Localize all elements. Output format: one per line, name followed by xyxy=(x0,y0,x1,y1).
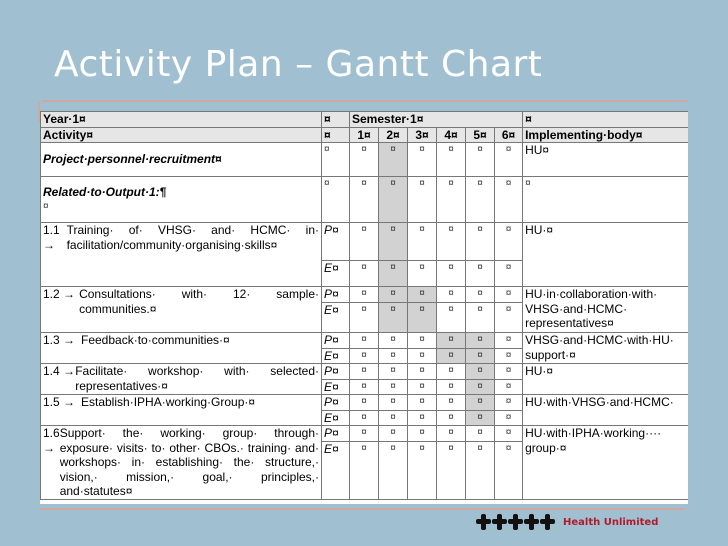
month-cell: ¤ xyxy=(495,177,523,223)
month-cell: ¤ xyxy=(379,441,408,499)
month-cell: ¤ xyxy=(350,223,379,261)
month-cell: ¤ xyxy=(408,177,437,223)
cross-icon xyxy=(476,514,491,530)
pe-cell: ¤ xyxy=(322,143,350,177)
month-header: 3¤ xyxy=(408,127,437,143)
month-header: 6¤ xyxy=(495,127,523,143)
semester-header: Semester·1¤ xyxy=(350,112,523,128)
month-cell: ¤ xyxy=(437,364,466,380)
activity-row-p xyxy=(41,223,689,261)
month-cell: ¤ xyxy=(495,333,523,349)
month-cell-shaded: ¤ xyxy=(437,333,466,349)
month-cell: ¤ xyxy=(437,426,466,442)
month-cell: ¤ xyxy=(350,410,379,426)
month-cell: ¤ xyxy=(350,303,379,333)
plan-execution-label: P¤ xyxy=(322,426,350,442)
month-cell-shaded: ¤ xyxy=(408,287,437,303)
month-cell: ¤ xyxy=(495,395,523,411)
month-cell: ¤ xyxy=(495,441,523,499)
plan-execution-label: P¤ xyxy=(322,333,350,349)
month-header: 2¤ xyxy=(379,127,408,143)
month-cell: ¤ xyxy=(408,395,437,411)
activity-row-p xyxy=(41,395,689,411)
month-cell: ¤ xyxy=(466,177,495,223)
health-unlimited-logo xyxy=(476,514,658,530)
month-cell: ¤ xyxy=(350,426,379,442)
year-header-end-mark: ¤ xyxy=(523,112,688,128)
month-cell-shaded: ¤ xyxy=(379,177,408,223)
month-cell: ¤ xyxy=(495,364,523,380)
month-cell-shaded: ¤ xyxy=(437,348,466,364)
month-cell: ¤ xyxy=(379,348,408,364)
activity-line xyxy=(43,333,319,348)
month-cell-shaded: ¤ xyxy=(379,143,408,177)
month-cell: ¤ xyxy=(495,426,523,442)
month-cell: ¤ xyxy=(408,379,437,395)
month-cell: ¤ xyxy=(379,379,408,395)
plan-execution-label: E¤ xyxy=(322,261,350,287)
header-row-year xyxy=(41,112,689,128)
implementing-body-header: Implementing·body¤ xyxy=(523,127,688,143)
activity-cell xyxy=(41,287,322,333)
activity-number: 1.6 → xyxy=(43,426,60,455)
activity-header-mark: ¤ xyxy=(322,127,350,143)
month-cell: ¤ xyxy=(437,410,466,426)
cross-icon xyxy=(524,514,539,530)
month-cell: ¤ xyxy=(379,364,408,380)
month-cell: ¤ xyxy=(495,379,523,395)
header-row-activity xyxy=(41,127,689,143)
activity-line xyxy=(43,287,319,316)
related-output-row xyxy=(41,177,689,223)
activity-cell xyxy=(41,333,322,364)
month-cell-shaded: ¤ xyxy=(379,303,408,333)
month-cell: ¤ xyxy=(350,348,379,364)
gantt-table xyxy=(40,111,688,500)
activity-number: 1.5 → xyxy=(43,395,76,409)
month-cell: ¤ xyxy=(437,441,466,499)
month-cell: ¤ xyxy=(408,426,437,442)
month-cell: ¤ xyxy=(495,348,523,364)
month-cell: ¤ xyxy=(437,379,466,395)
month-cell: ¤ xyxy=(466,223,495,261)
month-cell: ¤ xyxy=(495,261,523,287)
month-cell-shaded: ¤ xyxy=(408,303,437,333)
activity-line xyxy=(43,395,319,410)
month-header: 4¤ xyxy=(437,127,466,143)
gantt-table-image xyxy=(40,111,688,504)
brand-name: Health Unlimited xyxy=(563,516,659,528)
month-cell: ¤ xyxy=(408,364,437,380)
month-cell-shaded: ¤ xyxy=(379,261,408,287)
pe-cell: ¤ xyxy=(322,177,350,223)
plan-execution-label: E¤ xyxy=(322,303,350,333)
cross-icon xyxy=(508,514,523,530)
month-cell: ¤ xyxy=(466,303,495,333)
month-cell: ¤ xyxy=(350,177,379,223)
month-cell-shaded: ¤ xyxy=(466,333,495,349)
activity-line xyxy=(43,426,319,499)
activity-description: Establish·IPHA·working·Group·¤ xyxy=(81,395,256,409)
activity-description: Facilitate· workshop· with· selected· representatives·¤ xyxy=(75,364,319,393)
implementing-body-cell: HU·in·collaboration·with· VHSG·and·HCMC· representatives¤ xyxy=(523,287,688,333)
month-cell-shaded: ¤ xyxy=(466,379,495,395)
plan-execution-label: P¤ xyxy=(322,223,350,261)
month-cell: ¤ xyxy=(466,143,495,177)
slide-title: Activity Plan – Gantt Chart xyxy=(54,44,543,85)
month-cell-shaded: ¤ xyxy=(466,348,495,364)
month-cell: ¤ xyxy=(437,143,466,177)
activity-cell xyxy=(41,364,322,395)
month-cell: ¤ xyxy=(408,261,437,287)
activity-description: Consultations· with· 12· sample· communities.¤ xyxy=(79,287,319,316)
month-cell: ¤ xyxy=(379,426,408,442)
project-personnel-row xyxy=(41,143,689,177)
month-cell: ¤ xyxy=(495,223,523,261)
month-cell-shaded: ¤ xyxy=(379,223,408,261)
month-cell: ¤ xyxy=(379,333,408,349)
activity-row-p xyxy=(41,333,689,349)
activity-number: 1.4 → xyxy=(43,364,76,378)
implementing-body-cell: VHSG·and·HCMC·with·HU· support·¤ xyxy=(523,333,688,364)
month-cell: ¤ xyxy=(408,410,437,426)
gantt-table-body xyxy=(41,112,689,500)
related-output-cell xyxy=(41,177,322,223)
cross-icon xyxy=(540,514,555,530)
activity-description: Feedback·to·communities·¤ xyxy=(81,333,230,347)
month-cell: ¤ xyxy=(466,287,495,303)
cross-icon xyxy=(492,514,507,530)
year-header-mark: ¤ xyxy=(322,112,350,128)
plan-execution-label: E¤ xyxy=(322,348,350,364)
month-cell: ¤ xyxy=(495,410,523,426)
plan-execution-label: P¤ xyxy=(322,395,350,411)
activity-header: Activity¤ xyxy=(41,127,322,143)
footer-divider xyxy=(40,508,685,510)
month-cell: ¤ xyxy=(379,410,408,426)
month-cell: ¤ xyxy=(350,379,379,395)
logo-crosses-icon xyxy=(476,514,555,530)
activity-number: 1.2 → xyxy=(43,287,76,301)
activity-line xyxy=(43,223,319,252)
implementing-body-cell: ¤ xyxy=(523,177,688,223)
activity-number: 1.1 → xyxy=(43,223,60,252)
year-header: Year·1¤ xyxy=(41,112,322,128)
month-cell-shaded: ¤ xyxy=(379,287,408,303)
implementing-body-cell: HU·with·IPHA·working···· group·¤ xyxy=(523,426,688,500)
month-cell: ¤ xyxy=(495,303,523,333)
activity-description: Training· of· VHSG· and· HCMC· in· facilitation/community·organising·skills¤ xyxy=(66,223,319,252)
implementing-body-cell: HU·with·VHSG·and·HCMC· xyxy=(523,395,688,426)
month-cell: ¤ xyxy=(437,261,466,287)
month-header: 1¤ xyxy=(350,127,379,143)
month-cell: ¤ xyxy=(408,441,437,499)
activity-cell xyxy=(41,395,322,426)
month-cell: ¤ xyxy=(466,261,495,287)
month-header: 5¤ xyxy=(466,127,495,143)
plan-execution-label: P¤ xyxy=(322,364,350,380)
month-cell: ¤ xyxy=(495,143,523,177)
plan-execution-label: P¤ xyxy=(322,287,350,303)
plan-execution-label: E¤ xyxy=(322,441,350,499)
month-cell: ¤ xyxy=(408,333,437,349)
activity-cell xyxy=(41,426,322,500)
month-cell: ¤ xyxy=(408,348,437,364)
month-cell: ¤ xyxy=(350,395,379,411)
activity-line xyxy=(43,364,319,393)
plan-execution-label: E¤ xyxy=(322,410,350,426)
month-cell: ¤ xyxy=(437,177,466,223)
month-cell-shaded: ¤ xyxy=(466,395,495,411)
implementing-body-cell: HU¤ xyxy=(523,143,688,177)
related-output-label: Related·to·Output·1:¶ xyxy=(43,185,167,199)
activity-row-p xyxy=(41,364,689,380)
month-cell: ¤ xyxy=(466,426,495,442)
month-cell: ¤ xyxy=(350,364,379,380)
activity-description: Support· the· working· group· through· exposure· visits· to· other· CBOs.· training· and· workshops· in· establishing· the· structure,· vision,· mission,· goal,· principles,· and·statutes¤ xyxy=(59,426,319,498)
month-cell: ¤ xyxy=(495,287,523,303)
month-cell: ¤ xyxy=(437,287,466,303)
activity-row-p xyxy=(41,287,689,303)
activity-cell xyxy=(41,223,322,287)
month-cell: ¤ xyxy=(350,143,379,177)
month-cell: ¤ xyxy=(408,143,437,177)
project-personnel-label: Project·personnel·recruitment¤ xyxy=(41,143,322,177)
month-cell: ¤ xyxy=(408,223,437,261)
month-cell: ¤ xyxy=(437,303,466,333)
month-cell: ¤ xyxy=(350,261,379,287)
related-output-mark: ¤ xyxy=(43,200,49,212)
plan-execution-label: E¤ xyxy=(322,379,350,395)
implementing-body-cell: HU·¤ xyxy=(523,364,688,395)
activity-number: 1.3 → xyxy=(43,333,76,347)
month-cell: ¤ xyxy=(350,287,379,303)
month-cell-shaded: ¤ xyxy=(466,364,495,380)
month-cell: ¤ xyxy=(379,395,408,411)
implementing-body-cell: HU·¤ xyxy=(523,223,688,287)
month-cell: ¤ xyxy=(350,333,379,349)
month-cell: ¤ xyxy=(437,395,466,411)
month-cell: ¤ xyxy=(466,441,495,499)
month-cell: ¤ xyxy=(350,441,379,499)
month-cell: ¤ xyxy=(437,223,466,261)
title-divider xyxy=(42,100,687,102)
month-cell-shaded: ¤ xyxy=(466,410,495,426)
activity-row-p xyxy=(41,426,689,442)
